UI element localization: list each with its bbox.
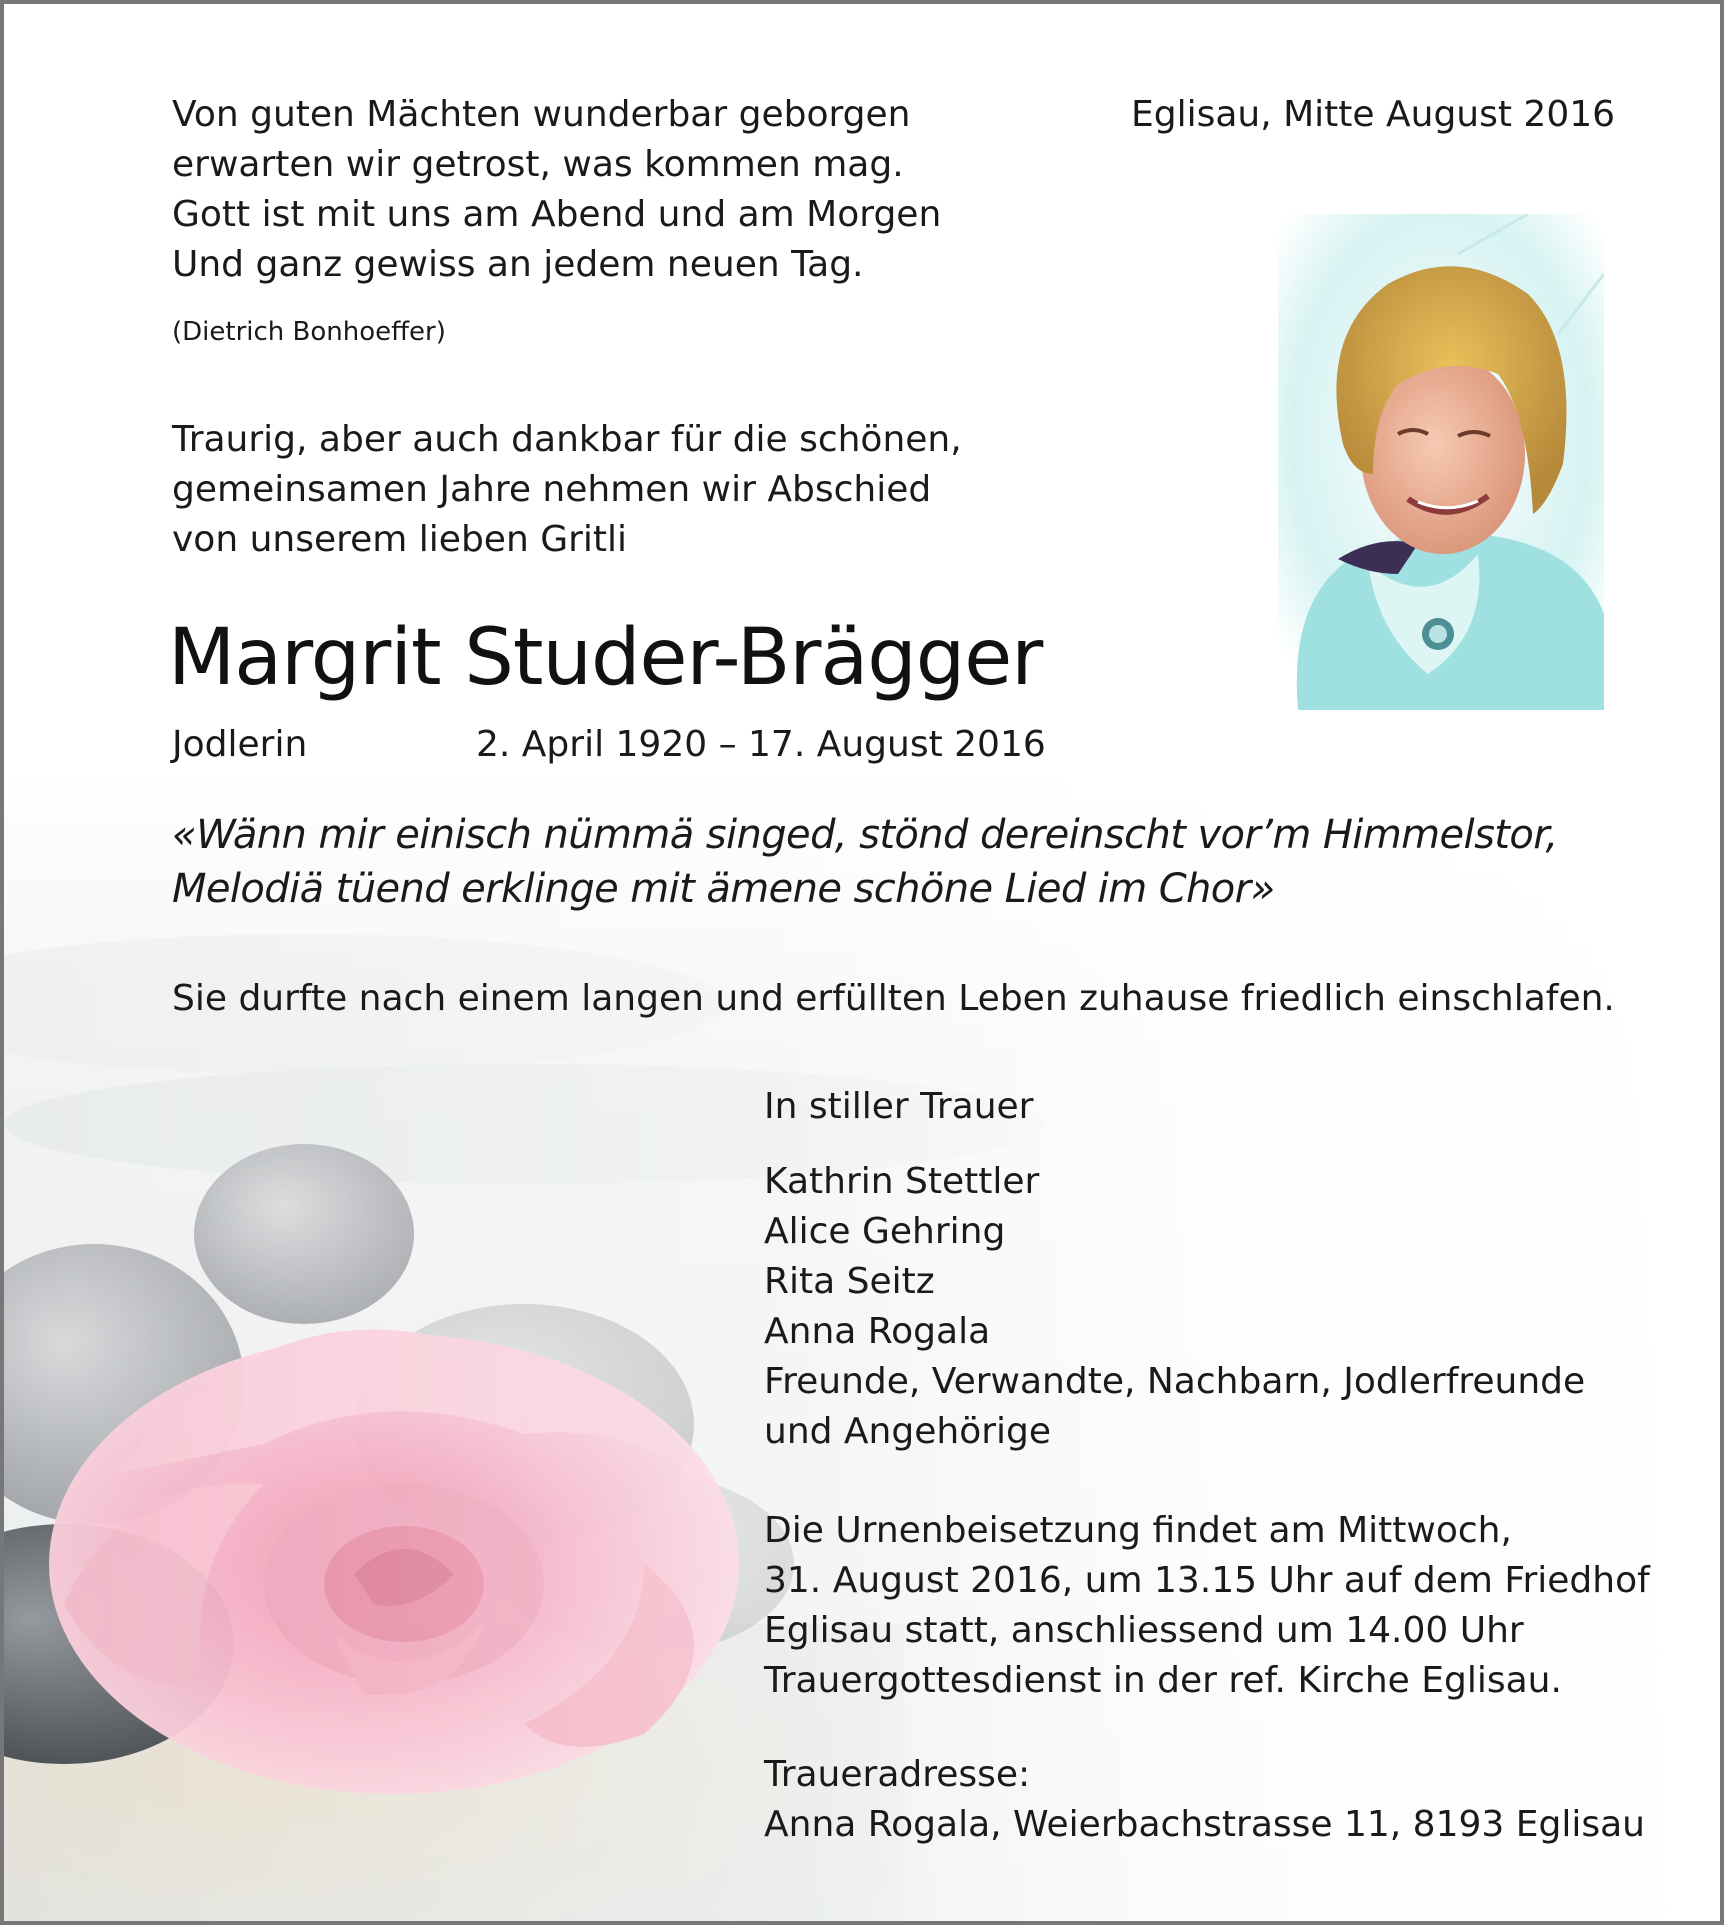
ceremony-line: Eglisau statt, anschliessend um 14.00 Uhr [764,1610,1524,1651]
quote-line: Melodiä tüend erklinge mit ämene schöne Lied im Chor» [172,866,1275,912]
poem-line: Und ganz gewiss an jedem neuen Tag. [172,244,864,285]
intro-line: Traurig, aber auch dankbar für die schönen, [172,419,962,460]
quote [172,808,1558,916]
intro-line: von unserem lieben Gritli [172,519,628,560]
mourner-name: Alice Gehring [764,1211,1006,1252]
address-value: Anna Rogala, Weierbachstrasse 11, 8193 Eglisau [764,1804,1645,1845]
statement-text: Sie durfte nach einem langen und erfüllten Leben zuhause friedlich einschlafen. [172,978,1615,1019]
ceremony-info [764,1506,1650,1706]
mourners-list [764,1157,1585,1457]
portrait-photo [1278,214,1604,710]
mourner-name: Rita Seitz [764,1261,935,1302]
intro-text [172,415,962,565]
ceremony-line: 31. August 2016, um 13.15 Uhr auf dem Friedhof [764,1560,1650,1601]
poem-line: Von guten Mächten wunderbar geborgen [172,94,911,135]
poem-author: (Dietrich Bonhoeffer) [172,317,446,347]
deceased-name: Margrit Studer-Brägger [168,613,1043,703]
deceased-occupation: Jodlerin [172,724,308,765]
deceased-lifespan: 2. April 1920 – 17. August 2016 [476,724,1046,765]
mourner-name: Anna Rogala [764,1311,991,1352]
poem-line: Gott ist mit uns am Abend und am Morgen [172,194,942,235]
ceremony-line: Die Urnenbeisetzung findet am Mittwoch, [764,1510,1512,1551]
mourning-address [764,1750,1645,1850]
intro-line: gemeinsamen Jahre nehmen wir Abschied [172,469,932,510]
ceremony-line: Trauergottesdienst in der ref. Kirche Eglisau. [764,1660,1562,1701]
mourner-name: und Angehörige [764,1411,1052,1452]
place-date: Eglisau, Mitte August 2016 [1131,94,1616,135]
poem [172,90,941,290]
address-label: Traueradresse: [764,1754,1031,1795]
mourner-name: Kathrin Stettler [764,1161,1040,1202]
quote-line: «Wänn mir einisch nümmä singed, stönd dereinscht vor’m Himmelstor, [172,812,1558,858]
poem-line: erwarten wir getrost, was kommen mag. [172,144,904,185]
mourners-heading: In stiller Trauer [764,1086,1034,1127]
mourner-name: Freunde, Verwandte, Nachbarn, Jodlerfreunde [764,1361,1586,1402]
